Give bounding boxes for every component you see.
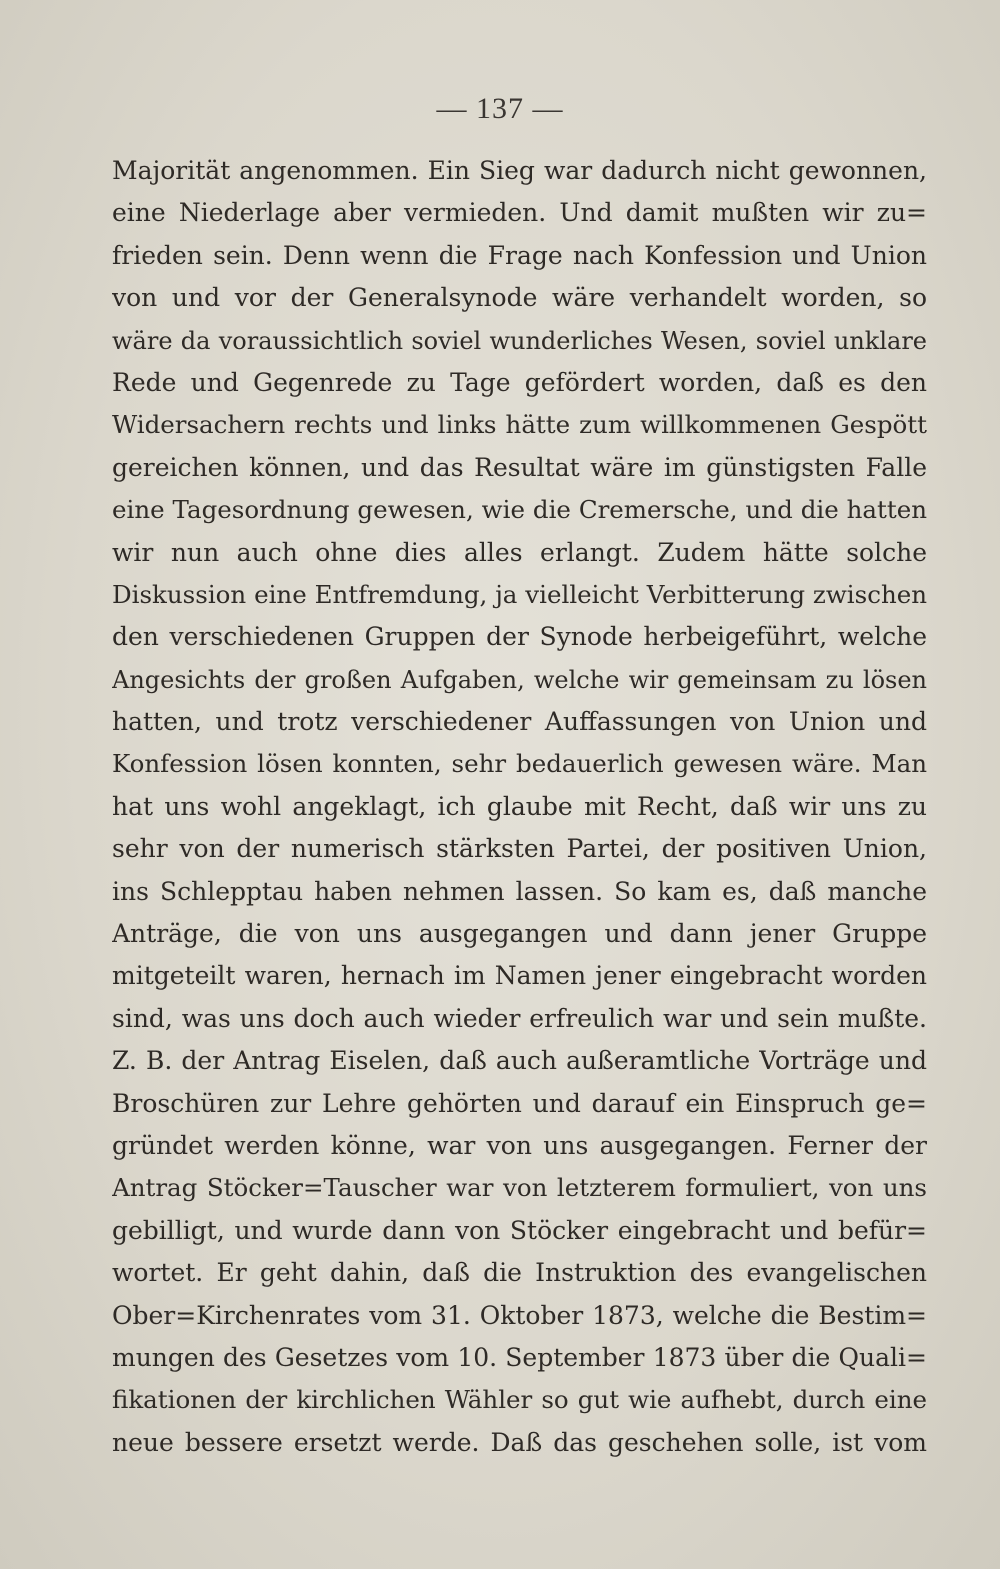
text-line: sehr von der numerisch stärksten Partei, der positiven Union, [112, 834, 927, 864]
text-line: gereichen können, und das Resultat wäre im günstigsten Falle [112, 452, 927, 482]
text-line: den verschiedenen Gruppen der Synode herbeigeführt, welche [112, 622, 927, 652]
text-line: gründet werden könne, war von uns ausgegangen. Ferner der [112, 1130, 927, 1160]
body-text [112, 150, 927, 1464]
text-line: neue bessere ersetzt werde. Daß das geschehen solle, ist vom [112, 1427, 927, 1457]
text-line: eine Niederlage aber vermieden. Und damit mußten wir zu= [112, 198, 927, 228]
text-line: Widersachern rechts und links hätte zum willkommenen Gespött [112, 410, 927, 440]
text-line: wir nun auch ohne dies alles erlangt. Zudem hätte solche [112, 537, 927, 567]
text-line: Diskussion eine Entfremdung, ja vielleicht Verbitterung zwischen [112, 579, 927, 609]
text-line: eine Tagesordnung gewesen, wie die Cremersche, und die hatten [112, 495, 927, 525]
text-line: wortet. Er geht dahin, daß die Instruktion des evangelischen [112, 1258, 927, 1288]
page-number: — 137 — [436, 92, 564, 125]
text-line: sind, was uns doch auch wieder erfreulich war und sein mußte. [112, 1003, 927, 1033]
text-line: Z. B. der Antrag Eiselen, daß auch außeramtliche Vorträge und [112, 1046, 927, 1076]
text-line: mitgeteilt waren, hernach im Namen jener eingebracht worden [112, 961, 927, 991]
text-line: mungen des Gesetzes vom 10. September 1873 über die Quali= [112, 1342, 927, 1372]
text-line: von und vor der Generalsynode wäre verhandelt worden, so [112, 283, 927, 313]
text-line: Angesichts der großen Aufgaben, welche wir gemeinsam zu lösen [112, 665, 927, 694]
text-line: Broschüren zur Lehre gehörten und darauf ein Einspruch ge= [112, 1088, 927, 1118]
text-line: wäre da voraussichtlich soviel wunderliches Wesen, soviel unklare [112, 326, 927, 355]
text-line: ins Schlepptau haben nehmen lassen. So kam es, daß manche [112, 876, 927, 906]
text-line: Konfession lösen konnten, sehr bedauerlich gewesen wäre. Man [112, 749, 927, 779]
text-line: Antrag Stöcker=Tauscher war von letzterem formuliert, von uns [112, 1173, 927, 1203]
text-line: Ober=Kirchenrates vom 31. Oktober 1873, welche die Bestim= [112, 1300, 927, 1330]
text-line: fikationen der kirchlichen Wähler so gut wie aufhebt, durch eine [112, 1385, 927, 1415]
text-line: hatten, und trotz verschiedener Auffassungen von Union und [112, 707, 927, 737]
text-line: gebilligt, und wurde dann von Stöcker eingebracht und befür= [112, 1215, 927, 1245]
text-line: Majorität angenommen. Ein Sieg war dadurch nicht gewonnen, [112, 156, 927, 185]
text-line: Rede und Gegenrede zu Tage gefördert worden, daß es den [112, 367, 927, 397]
text-line: Anträge, die von uns ausgegangen und dann jener Gruppe [112, 919, 927, 949]
text-line: hat uns wohl angeklagt, ich glaube mit Recht, daß wir uns zu [112, 791, 927, 821]
text-line: frieden sein. Denn wenn die Frage nach Konfession und Union [112, 240, 927, 270]
